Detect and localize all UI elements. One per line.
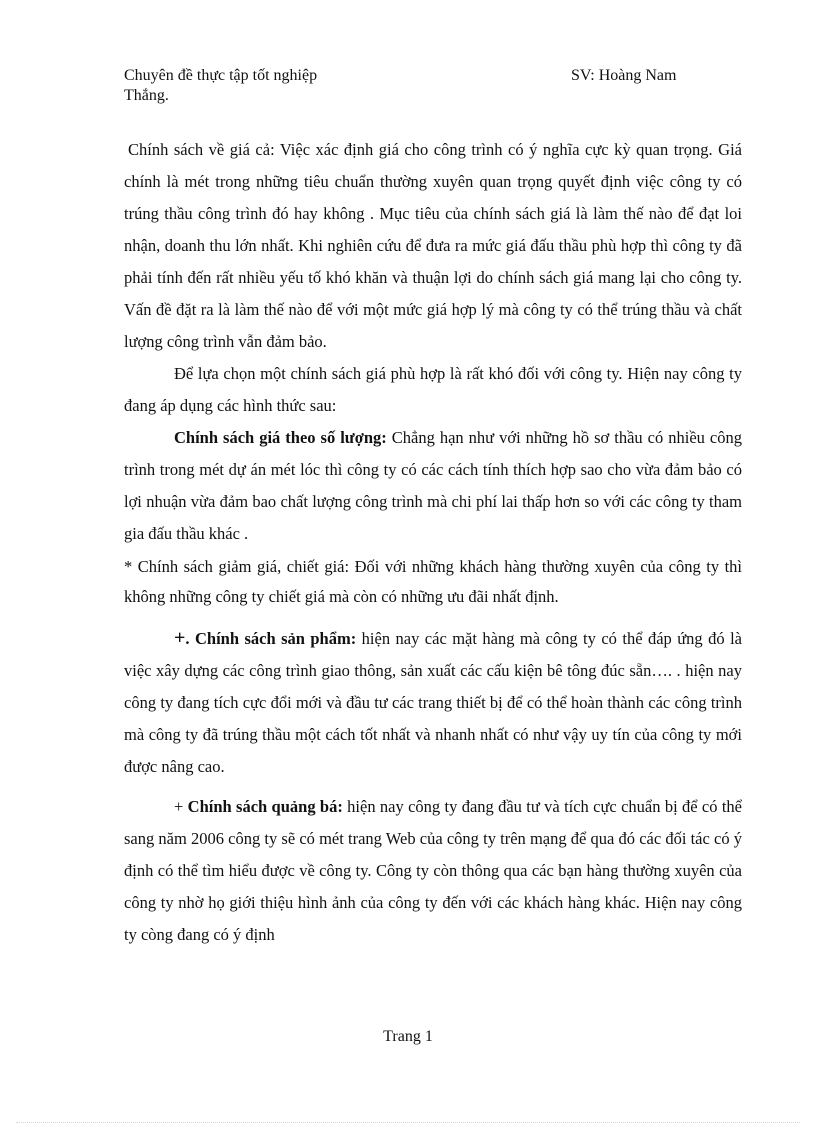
- plus-bullet-icon: +: [174, 797, 188, 816]
- paragraph-discount-policy: * Chính sách giảm giá, chiết giá: Đối với những khách hàng thường xuyên của công ty thì không những công ty chiết giá mà còn có những ưu đãi nhất định.: [124, 557, 742, 606]
- heading-product-policy: . Chính sách sản phẩm:: [185, 629, 357, 648]
- header-student: SV: Hoàng Nam: [571, 67, 677, 84]
- heading-quantity-pricing: Chính sách giá theo số lượng:: [174, 428, 387, 447]
- paragraph-quantity-pricing: [124, 422, 742, 550]
- text-product-policy: hiện nay các mặt hàng mà công ty có thể đáp ứng đó là việc xây dựng các công trình giao thông, sản xuất các cấu kiện bê tông đúc sẵn…. . hiện nay công ty đang tích cực đổi mới và đầu tư các trang thiết bị để có thể hoàn thành các công trình mà công ty đã trúng thầu một cách tốt nhất và nhanh nhất có như vậy uy tín của công ty mới được nâng cao.: [124, 629, 742, 776]
- text-promotion-policy: hiện nay công ty đang đầu tư và tích cực chuẩn bị để có thể sang năm 2006 công ty sẽ có mét trang Web của công ty trên mạng để qua đó các đối tác có ý định có thể tìm hiểu được về công ty. Công ty còn thông qua các bạn hàng thường xuyên của công ty nhờ họ giới thiệu hình ảnh của công ty đến với các khách hàng khác. Hiện nay công ty còng đang có ý định: [124, 797, 742, 944]
- page-footer: [0, 1028, 816, 1046]
- paragraph-price-policy: Chính sách về giá cả: Việc xác định giá cho công trình có ý nghĩa cực kỳ quan trọng. Giá chính là mét trong những tiêu chuẩn thường xuyên quan trọng quyết định việc công ty có trúng thầu công trình đó hay không . Mục tiêu của chính sách giá là làm thế nào để đạt loi nhận, doanh thu lớn nhất. Khi nghiên cứu để đưa ra mức giá đấu thầu phù hợp thì công ty đã phải tính đến rất nhiều yếu tố khó khăn và thuận lợi do chính sách giá mang lại cho công ty. Vấn đề đặt ra là làm thế nào để với một mức giá hợp lý mà công ty có thể trúng thầu và chất lượng công trình vẫn đảm bảo.: [124, 140, 742, 351]
- header-student-continuation: Thắng.: [124, 87, 169, 104]
- paragraph-promotion-policy: [124, 791, 742, 951]
- plus-bullet-icon: +: [174, 627, 186, 649]
- page-number: Trang 1: [383, 1028, 433, 1045]
- paragraph-choose-policy: Để lựa chọn một chính sách giá phù hợp là rất khó đối với công ty. Hiện nay công ty đang áp dụng các hình thức sau:: [124, 364, 742, 415]
- text-quantity-pricing: Chẳng hạn như với những hồ sơ thầu có nhiều công trình trong mét dự án mét lóc thì công ty có các cách tính thích hợp sao cho vừa đảm bảo có lợi nhuận vừa đảm bao chất lượng công trình mà chi phí lai thấp hơn so với các công ty tham gia đấu thầu khác .: [124, 428, 742, 543]
- header-title: Chuyên đề thực tập tốt nghiệp: [124, 67, 318, 84]
- paragraph-product-policy: [124, 622, 742, 783]
- document-body: [124, 134, 742, 951]
- heading-promotion-policy: Chính sách quảng bá:: [187, 797, 343, 816]
